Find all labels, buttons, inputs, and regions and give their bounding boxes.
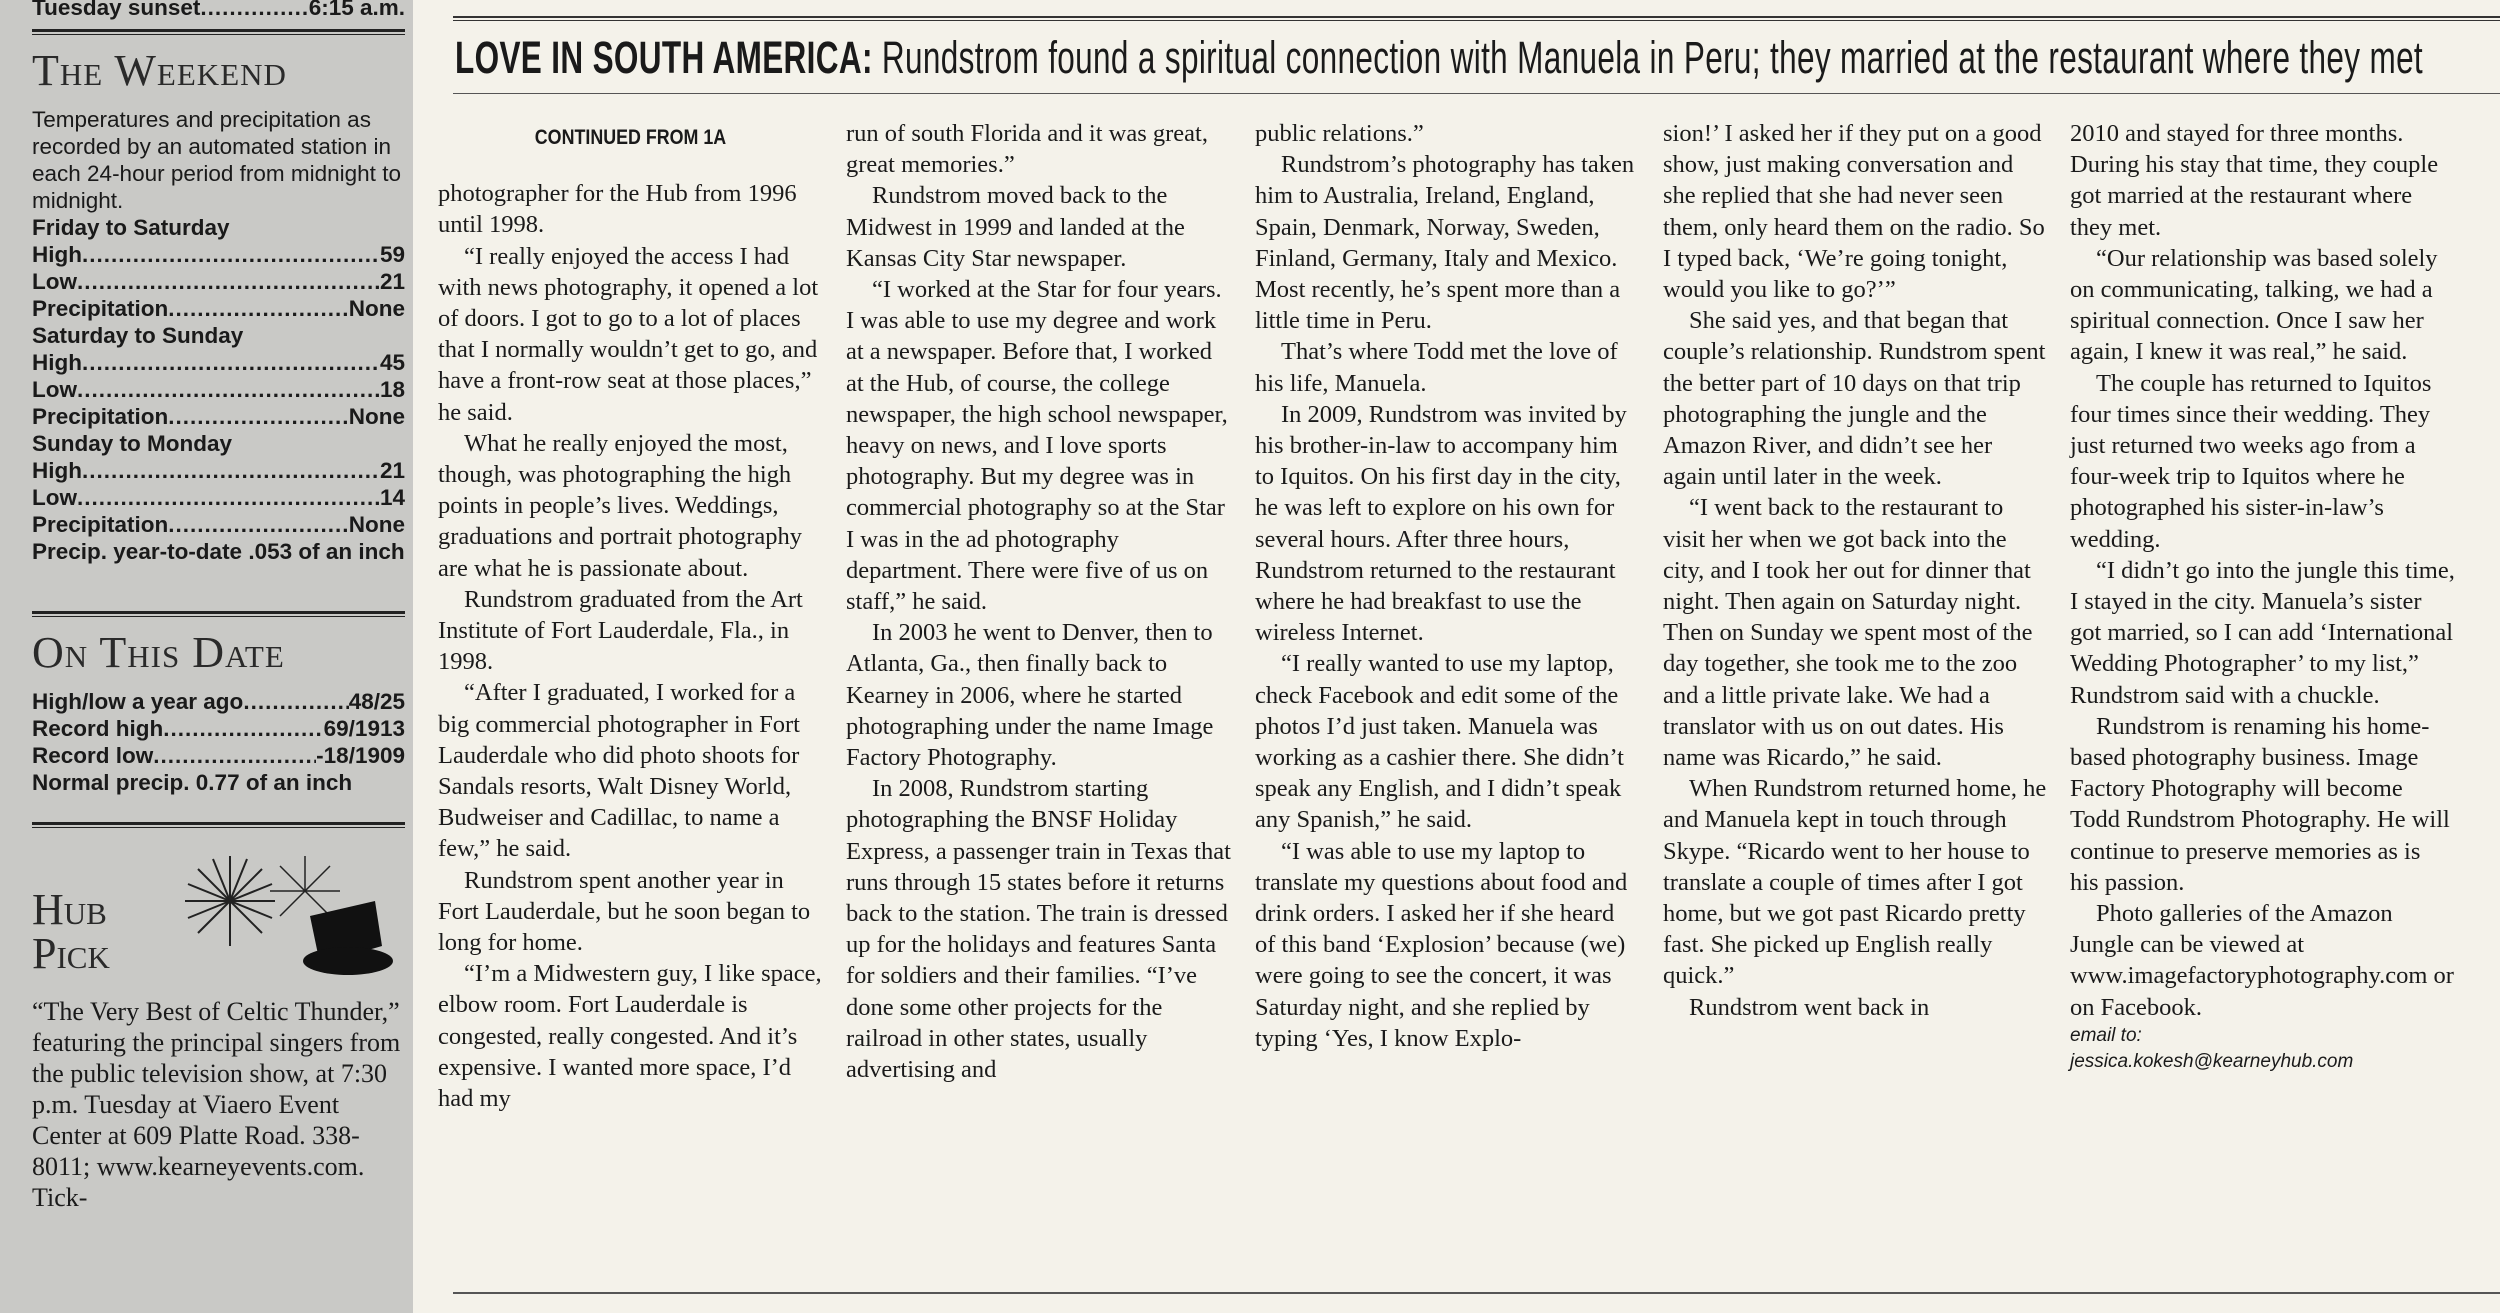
weekend-period-1 (32, 214, 405, 322)
article-paragraph: “I went back to the restaurant to visit her when we got back into the city, and I took her out for dinner that night. Then again on Saturday night. Then on Sunday we spent most of the day together, she took me to the zoo and a little private lake. We had a translator with us on out dates. His name was Ricardo,” he said. (1663, 494, 2033, 772)
low-row: Low ..... 21 (32, 268, 405, 295)
weekend-period-3 (32, 430, 405, 538)
article-paragraph: She said yes, and that began that couple’s relationship. Rundstrom spent the better part of 10 days on that trip photographing the jungle and the Amazon River, and didn’t see her again until later in the week. (1663, 307, 2046, 491)
column-text (846, 118, 1231, 1085)
date-row: Record high ..... 69/1913 (32, 715, 405, 742)
column-text (1255, 118, 1640, 1054)
article-paragraph: What he really enjoyed the most, though, was photographing the high points in people’s lives. Weddings, graduations and portrait photography are what he is passionate about. (438, 429, 803, 582)
email-label: email to: (2070, 1024, 2142, 1046)
article-column-5 (2070, 118, 2455, 1075)
precip-row: Precipitation ..... None (32, 511, 405, 538)
precip-value: None (348, 512, 405, 537)
low-value: 18 (379, 377, 405, 402)
article-paragraph: “I really wanted to use my laptop, check Facebook and edit some of the photos I’d just taken. Manuela was working as a cashier there. She didn’t speak any English, and I didn’t speak any Spanish,” he said. (1255, 650, 1624, 834)
headline-text: Rundstrom found a spiritual connection with Manuela in Peru; they married at the restaurant where they met (881, 32, 2424, 83)
article-paragraph: sion!’ I asked her if they put on a good show, just making conversation and she replied that she had never seen them, only heard them on the radio. So I typed back, ‘We’re going tonight, would you like to go?’” (1663, 120, 2045, 304)
article-paragraph: “Our relationship was based solely on communicating, talking, we had a spiritual connection. Once I saw her again, I knew it was real,” he said. (2070, 244, 2438, 366)
period-title: Saturday to Sunday (32, 323, 244, 348)
sunset-row (32, 0, 405, 21)
low-row: Low ..... 14 (32, 484, 405, 511)
hub-pick-box (0, 838, 413, 988)
weather-sidebar (0, 0, 413, 1313)
divider (32, 611, 405, 614)
low-value: 14 (379, 485, 405, 510)
high-value: 21 (379, 458, 405, 483)
headline-rule (453, 93, 2500, 94)
bottom-rule (453, 1292, 2500, 1294)
article (413, 0, 2500, 1313)
top-rule (453, 16, 2500, 18)
high-value: 45 (379, 350, 405, 375)
article-paragraph: When Rundstrom returned home, he and Manuela kept in touch through Skype. “Ricardo went to her house to translate a couple of times after I got home, but we got past Ricardo pretty fast. She picked up English really quick.” (1663, 775, 2047, 990)
article-paragraph: “After I graduated, I worked for a big commercial photographer in Fort Lauderdale who did photo shoots for Sandals resorts, Walt Disney World, Budweiser and Cadillac, to name a few,” he said. (438, 679, 800, 863)
weekend-intro: Temperatures and precipitation as recorded by an automated station in each 24-hour period from midnight to midnight. (32, 107, 401, 213)
email-address: jessica.kokesh@kearneyhub.com (2070, 1050, 2354, 1072)
article-paragraph: That’s where Todd met the love of his life, Manuela. (1255, 338, 1618, 397)
article-paragraph: photographer for the Hub from 1996 until 1998. (438, 180, 797, 239)
precip-row: Precipitation ..... None (32, 295, 405, 322)
normal-precip: Normal precip. 0.77 of an inch (32, 770, 353, 795)
date-row: High/low a year ago ..... 48/25 (32, 688, 405, 715)
article-paragraph: In 2008, Rundstrom starting photographing the BNSF Holiday Express, a passenger train in Texas that runs through 15 states before it returns back to the station. The train is dressed up for the holidays and features Santa for soldiers and their families. “I’ve done some other projects for the railroad in other states, usually advertising and (846, 775, 1231, 1084)
ytd-precip: Precip. year-to-date .053 of an inch (32, 539, 405, 564)
weekend-period-2 (32, 322, 405, 430)
date-row: Record low ..... -18/1909 (32, 742, 405, 769)
high-value: 59 (379, 242, 405, 267)
article-column-1 (438, 118, 823, 1114)
top-rule (453, 20, 2500, 21)
sunset-value: 6:15 a.m. (308, 0, 405, 20)
precip-value: None (348, 404, 405, 429)
divider (32, 616, 405, 617)
article-paragraph: Rundstrom graduated from the Art Institute of Fort Lauderdale, Fla., in 1998. (438, 585, 803, 676)
low-row: Low ..... 18 (32, 376, 405, 403)
period-title: Friday to Saturday (32, 215, 230, 240)
article-paragraph: public relations.” (1255, 120, 1424, 147)
article-paragraph: Rundstrom spent another year in Fort Lauderdale, but he soon began to long for home. (438, 866, 811, 957)
article-paragraph: Photo galleries of the Amazon Jungle can be viewed at www.imagefactoryphotography.com or on Facebook. (2070, 900, 2454, 1021)
continued-from-label: CONTINUED FROM 1A (534, 126, 727, 149)
article-paragraph: “I was able to use my laptop to translate my questions about food and drink orders. I asked her if she heard of this band ‘Explosion’ because (we) were going to see the concert, it was Saturday night, and she replied by typing ‘Yes, I know Explo- (1255, 837, 1628, 1052)
high-row: High ..... 45 (32, 349, 405, 376)
low-value: 21 (379, 269, 405, 294)
article-paragraph: In 2009, Rundstrom was invited by his brother-in-law to accompany him to Iquitos. On his first day in the city, he was left to explore on his own for several hours. After three hours, Rundstrom returned to the restaurant where he had breakfast to use the wireless Internet. (1255, 400, 1627, 647)
article-paragraph: Rundstrom moved back to the Midwest in 1999 and landed at the Kansas City Star newspaper. (846, 182, 1185, 272)
weekend-heading: The Weekend (32, 46, 287, 95)
article-paragraph: “I didn’t go into the jungle this time, I stayed in the city. Manuela’s sister got married, so I can add ‘International Wedding Photographer’ to my list,” Rundstrom said with a chuckle. (2070, 556, 2455, 709)
article-paragraph: Rundstrom went back in (1689, 993, 1930, 1021)
article-paragraph: “I’m a Midwestern guy, I like space, elbow room. Fort Lauderdale is congested, really congested. And it’s expensive. I wanted more space, I’d had my (438, 960, 822, 1113)
divider (32, 827, 405, 828)
article-paragraph: Rundstrom is renaming his home-based photography business. Image Factory Photography will become Todd Rundstrom Photography. He will continue to preserve memories as is his passion. (2070, 712, 2450, 896)
high-row: High ..... 59 (32, 241, 405, 268)
on-this-date-heading: On This Date (32, 628, 285, 677)
article-paragraph: “I worked at the Star for four years. I was able to use my degree and work at a newspaper. Before that, I worked at the Hub, of course, the college newspaper, the high school newspaper, heavy on news, and I love sports photography. But my degree was in commercial photography so at the Star I was in the ad photography department. There were five of us on staff,” he said. (846, 276, 1228, 616)
headline (455, 30, 2424, 86)
precip-row: Precipitation ..... None (32, 403, 405, 430)
divider (32, 822, 405, 825)
article-paragraph: The couple has returned to Iquitos four times since their wedding. They just returned two weeks ago from a four-week trip to Iquitos where he photographed his sister-in-law’s wedding. (2070, 369, 2432, 553)
divider (32, 34, 405, 35)
article-column-2 (846, 118, 1231, 1085)
divider (32, 29, 405, 32)
column-text (438, 178, 823, 1114)
article-column-4 (1663, 118, 2048, 1023)
article-paragraph: 2010 and stayed for three months. During his stay that time, they couple got married at the restaurant where they met. (2070, 120, 2439, 241)
column-text (2070, 118, 2455, 1023)
hub-pick-heading: Hub Pick (32, 885, 110, 978)
fireworks-icon (160, 846, 400, 986)
article-paragraph: In 2003 he went to Denver, then to Atlanta, Ga., then finally back to Kearney in 2006, where he started photographing under the name Image Factory Photography. (846, 619, 1214, 772)
article-column-3 (1255, 118, 1640, 1054)
article-paragraph: run of south Florida and it was great, great memories.” (846, 120, 1208, 179)
high-row: High ..... 21 (32, 457, 405, 484)
sunset-label: Tuesday sunset (32, 0, 201, 20)
hub-pick-text: “The Very Best of Celtic Thunder,” featuring the principal singers from the public television show, at 7:30 p.m. Tuesday at Viaero Event Center at 609 Platte Road. 338-8011; www.kearneyevents.com. Tick- (32, 997, 401, 1212)
article-paragraph: “I really enjoyed the access I had with news photography, it opened a lot of doors. I got to go to a lot of places that I normally wouldn’t get to go, and have a front-row seat at those places,” he said. (438, 242, 819, 426)
precip-value: None (348, 296, 405, 321)
article-paragraph: Rundstrom’s photography has taken him to Australia, Ireland, England, Spain, Denmark, Norway, Sweden, Finland, Germany, Italy and Mexico. Most recently, he’s spent more than a little time in Peru. (1255, 151, 1635, 335)
column-text (1663, 118, 2048, 1023)
headline-kicker: LOVE IN SOUTH AMERICA: (455, 32, 873, 83)
period-title: Sunday to Monday (32, 431, 233, 456)
